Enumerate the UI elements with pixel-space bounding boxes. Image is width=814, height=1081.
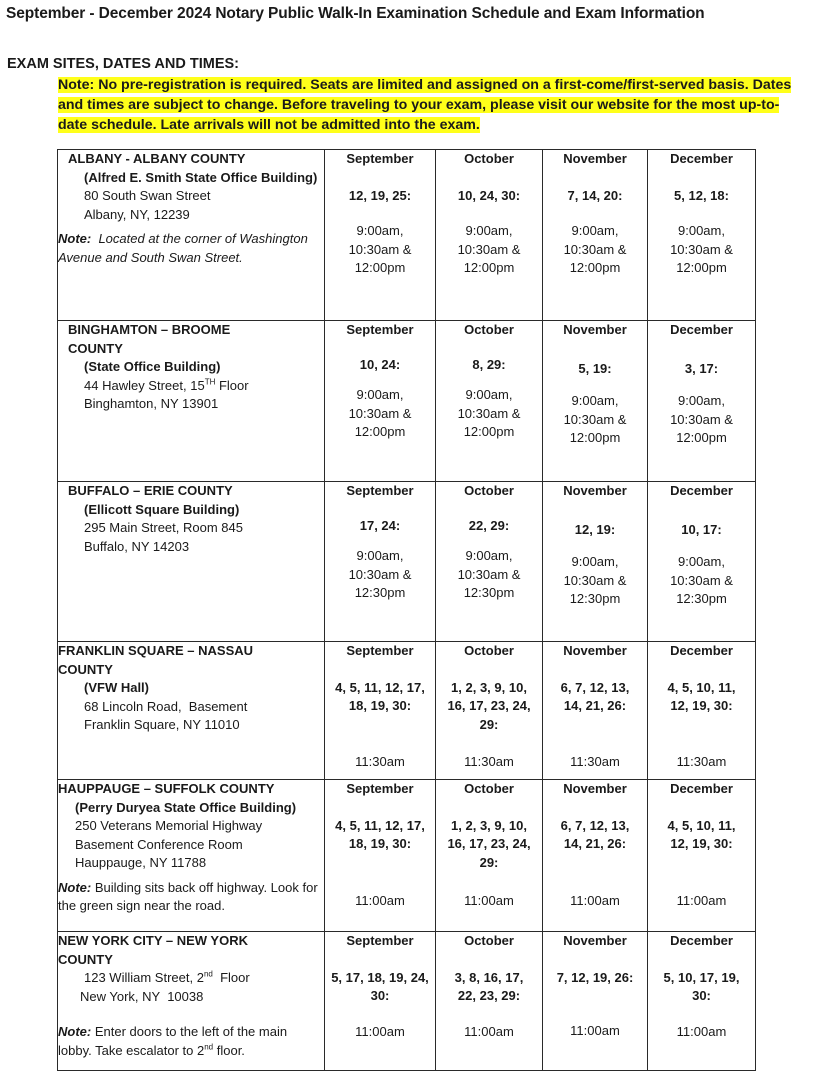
schedule-cell-november <box>543 150 648 321</box>
note-label: Note: <box>58 231 92 246</box>
site-building: (State Office Building) <box>84 359 221 374</box>
site-cell <box>58 482 325 642</box>
schedule-cell-september <box>325 321 436 482</box>
site-address-line1: 44 Hawley Street, 15TH Floor <box>84 377 249 393</box>
exam-dates: 5, 17, 18, 19, 24, 30: <box>331 969 429 1003</box>
month-label: December <box>670 322 733 337</box>
site-cell <box>58 932 325 1071</box>
month-label: September <box>346 781 414 796</box>
schedule-cell-september <box>325 780 436 932</box>
exam-dates: 12, 19, 25: <box>348 187 412 203</box>
schedule-cell-october <box>436 642 543 780</box>
month-label: September <box>346 483 414 498</box>
site-address-line2: Franklin Square, NY 11010 <box>84 717 240 732</box>
schedule-cell-october <box>436 150 543 321</box>
site-address-line3: Hauppauge, NY 11788 <box>75 855 207 870</box>
site-address-line2: Binghamton, NY 13901 <box>84 396 219 411</box>
site-cell <box>58 150 325 321</box>
schedule-cell-december <box>648 780 756 932</box>
month-label: October <box>464 322 514 337</box>
exam-times: 9:00am, 10:30am & 12:00pm <box>457 387 521 439</box>
exam-dates: 5, 19: <box>578 360 612 376</box>
month-label: October <box>464 643 514 658</box>
schedule-cell-october <box>436 482 543 642</box>
exam-times: 11:30am <box>355 754 405 769</box>
schedule-cell-december <box>648 150 756 321</box>
exam-dates: 8, 29: <box>472 356 506 372</box>
exam-times: 11:00am <box>355 1023 405 1039</box>
site-name: FRANKLIN SQUARE – NASSAU COUNTY <box>58 643 254 677</box>
month-label: November <box>563 322 627 337</box>
site-name: HAUPPAUGE – SUFFOLK COUNTY <box>58 781 275 796</box>
table-row <box>58 150 756 321</box>
site-address-line1: 295 Main Street, Room 845 <box>84 520 243 535</box>
site-name: ALBANY - ALBANY COUNTY <box>68 151 246 166</box>
exam-dates: 5, 10, 17, 19, 30: <box>663 969 740 1003</box>
site-address-line2: Buffalo, NY 14203 <box>84 538 190 554</box>
month-label: September <box>346 151 414 166</box>
site-name: NEW YORK CITY – NEW YORK COUNTY <box>58 933 248 967</box>
month-label: September <box>346 322 414 337</box>
exam-times: 11:00am <box>464 1023 514 1039</box>
exam-dates: 3, 17: <box>684 360 719 376</box>
exam-times: 11:00am <box>464 893 514 908</box>
exam-schedule-table <box>57 149 756 1071</box>
exam-dates: 1, 2, 3, 9, 10, 16, 17, 23, 24, 29: <box>447 679 531 732</box>
table-row <box>58 321 756 482</box>
month-label: September <box>346 933 414 948</box>
table-row <box>58 780 756 932</box>
site-note: Note: Enter doors to the left of the main lobby. Take escalator to 2nd floor. <box>58 1024 288 1058</box>
schedule-cell-september <box>325 642 436 780</box>
exam-times: 9:00am, 10:30am & 12:00pm <box>563 223 627 275</box>
month-label: November <box>563 483 627 498</box>
schedule-cell-november <box>543 642 648 780</box>
schedule-cell-december <box>648 932 756 1071</box>
schedule-cell-december <box>648 642 756 780</box>
exam-times: 11:00am <box>355 893 405 908</box>
exam-dates: 12, 19: <box>574 521 616 537</box>
exam-times: 9:00am, 10:30am & 12:00pm <box>563 393 627 445</box>
site-cell <box>58 642 325 780</box>
month-label: November <box>563 151 627 166</box>
schedule-cell-october <box>436 321 543 482</box>
exam-dates: 22, 29: <box>468 517 510 533</box>
schedule-cell-september <box>325 150 436 321</box>
exam-dates: 17, 24: <box>359 517 401 533</box>
exam-dates: 6, 7, 12, 13, 14, 21, 26: <box>560 679 630 713</box>
month-label: December <box>670 483 733 498</box>
site-address-line1: 68 Lincoln Road, Basement <box>84 698 248 714</box>
exam-times: 11:00am <box>570 893 620 908</box>
exam-dates: 4, 5, 10, 11, 12, 19, 30: <box>667 679 736 713</box>
exam-times: 9:00am, 10:30am & 12:00pm <box>670 393 733 445</box>
exam-times: 9:00am, 10:30am & 12:30pm <box>348 548 412 600</box>
exam-times: 9:00am, 10:30am & 12:30pm <box>563 554 627 606</box>
site-note <box>58 879 324 916</box>
site-address-line1: 250 Veterans Memorial Highway <box>75 818 263 833</box>
month-label: December <box>670 151 733 166</box>
month-label: October <box>464 151 514 166</box>
schedule-cell-november <box>543 482 648 642</box>
site-address-line1: 123 William Street, 2nd Floor <box>84 969 250 985</box>
exam-times: 11:30am <box>570 754 620 769</box>
exam-dates: 4, 5, 10, 11, 12, 19, 30: <box>667 817 736 851</box>
exam-times: 11:00am <box>570 1023 620 1038</box>
exam-dates: 6, 7, 12, 13, 14, 21, 26: <box>560 817 630 851</box>
section-heading: EXAM SITES, DATES AND TIMES: <box>7 56 240 72</box>
exam-times: 11:00am <box>676 1023 727 1039</box>
month-label: December <box>670 781 733 796</box>
exam-dates: 4, 5, 11, 12, 17, 18, 19, 30: <box>335 679 425 713</box>
table-row <box>58 932 756 1071</box>
highlight-note <box>58 75 808 135</box>
note-text: Building sits back off highway. Look for the green sign near the road. <box>58 879 318 913</box>
site-name: BINGHAMTON – BROOME COUNTY <box>68 322 231 356</box>
site-building: (VFW Hall) <box>84 680 149 695</box>
month-label: November <box>563 781 627 796</box>
month-label: December <box>670 643 733 658</box>
exam-times: 9:00am, 10:30am & 12:00pm <box>457 223 521 275</box>
month-label: September <box>346 643 414 658</box>
table-row <box>58 642 756 780</box>
exam-dates: 10, 24: <box>359 356 401 372</box>
exam-dates: 5, 12, 18: <box>674 187 729 203</box>
exam-dates: 10, 17: <box>681 521 722 537</box>
exam-times: 9:00am, 10:30am & 12:30pm <box>457 548 521 600</box>
exam-times: 11:00am <box>676 893 727 908</box>
schedule-cell-october <box>436 932 543 1071</box>
month-label: December <box>670 933 733 948</box>
table-row <box>58 482 756 642</box>
schedule-cell-november <box>543 321 648 482</box>
note-label: Note: <box>58 879 92 895</box>
schedule-cell-december <box>648 321 756 482</box>
note-text: Located at the corner of Washington Avenue and South Swan Street. <box>58 231 308 265</box>
month-label: October <box>464 933 514 948</box>
schedule-cell-november <box>543 780 648 932</box>
schedule-cell-september <box>325 482 436 642</box>
schedule-cell-november <box>543 932 648 1071</box>
site-name: BUFFALO – ERIE COUNTY <box>68 483 233 498</box>
site-cell <box>58 780 325 932</box>
exam-times: 9:00am, 10:30am & 12:30pm <box>670 554 733 606</box>
month-label: October <box>464 781 514 796</box>
exam-dates: 10, 24, 30: <box>457 187 521 203</box>
exam-times: 11:30am <box>676 754 727 769</box>
exam-dates: 7, 14, 20: <box>567 187 623 203</box>
site-building: (Ellicott Square Building) <box>84 501 240 517</box>
page-title: September - December 2024 Notary Public Walk-In Examination Schedule and Exam Information <box>6 5 705 22</box>
exam-dates: 7, 12, 19, 26: <box>556 969 634 985</box>
exam-dates: 4, 5, 11, 12, 17, 18, 19, 30: <box>335 817 425 851</box>
exam-times: 11:30am <box>464 754 514 769</box>
exam-dates: 1, 2, 3, 9, 10, 16, 17, 23, 24, 29: <box>447 817 531 870</box>
month-label: October <box>464 483 514 498</box>
note-label: Note: <box>58 1024 92 1039</box>
site-address-line2: Basement Conference Room <box>75 836 243 852</box>
site-address-line2: New York, NY 10038 <box>80 988 204 1004</box>
exam-dates: 3, 8, 16, 17, 22, 23, 29: <box>454 969 524 1003</box>
schedule-cell-september <box>325 932 436 1071</box>
site-address-line1: 80 South Swan Street <box>84 188 211 203</box>
schedule-cell-october <box>436 780 543 932</box>
site-building: (Alfred E. Smith State Office Building) <box>84 169 318 185</box>
exam-times: 9:00am, 10:30am & 12:00pm <box>670 223 733 275</box>
month-label: November <box>563 933 627 948</box>
exam-times: 9:00am, 10:30am & 12:00pm <box>348 387 412 439</box>
exam-times: 9:00am, 10:30am & 12:00pm <box>348 223 412 275</box>
schedule-cell-december <box>648 482 756 642</box>
month-label: November <box>563 643 627 658</box>
highlight-note-text: Note: No pre-registration is required. Seats are limited and assigned on a first-come/first-served basis. Dates and times are subject to change. Before traveling to your exam, please visit our website for the most up-to-date schedule. Late arrivals will not be admitted into the exam. <box>58 77 792 133</box>
site-note <box>58 230 324 267</box>
site-address-line2: Albany, NY, 12239 <box>84 206 190 222</box>
site-building: (Perry Duryea State Office Building) <box>75 799 297 815</box>
site-cell <box>58 321 325 482</box>
